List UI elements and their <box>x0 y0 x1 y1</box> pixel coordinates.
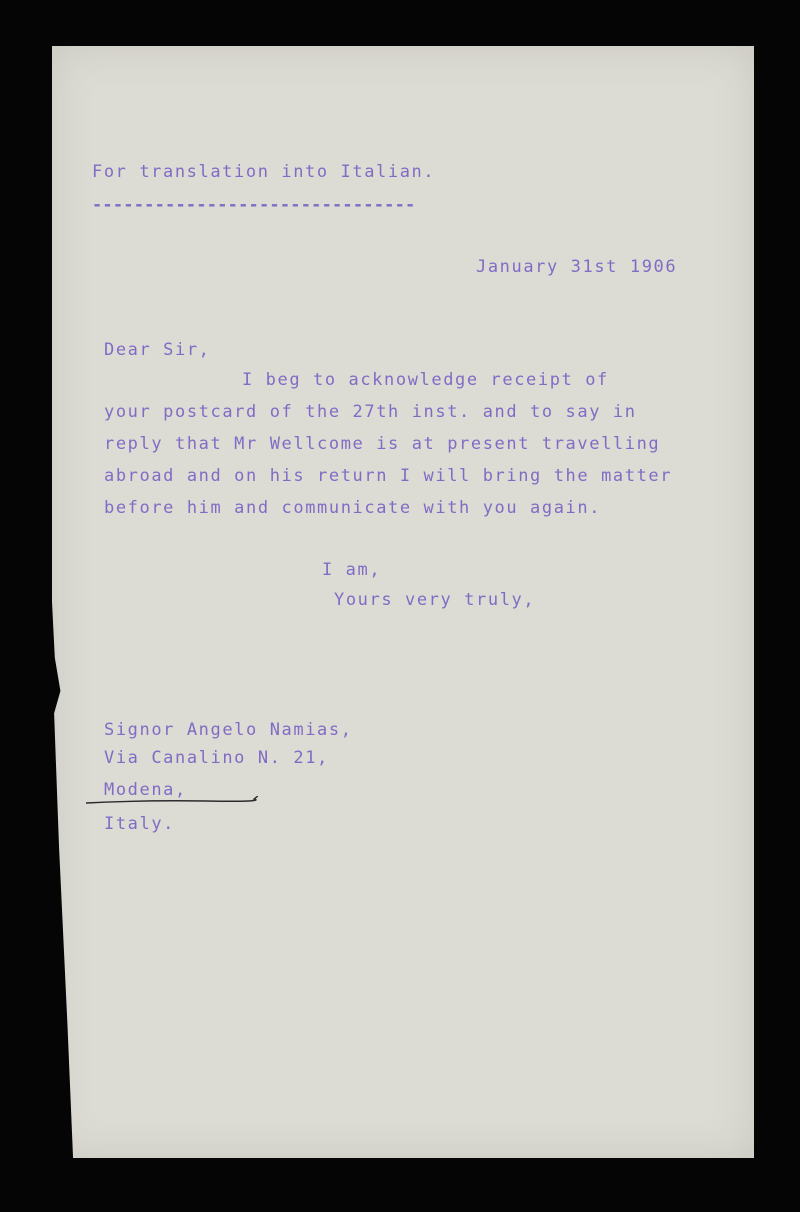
salutation: Dear Sir, <box>104 340 211 360</box>
heading-rule: ------------------------------- <box>92 195 416 215</box>
body-line: before him and communicate with you again. <box>104 498 602 518</box>
address-line: Via Canalino N. 21, <box>104 748 329 768</box>
body-line: your postcard of the 27th inst. and to say in <box>104 402 637 422</box>
body-line: I beg to acknowledge receipt of <box>242 370 609 390</box>
signoff: Yours very truly, <box>334 590 536 610</box>
body-line: reply that Mr Wellcome is at present travelling <box>104 434 661 454</box>
letter-date: January 31st 1906 <box>476 257 678 277</box>
address-line: Italy. <box>104 814 176 834</box>
translation-note: For translation into Italian. <box>92 162 436 182</box>
body-line: abroad and on his return I will bring the matter <box>104 466 673 486</box>
address-line: Modena, <box>104 780 187 800</box>
closing: I am, <box>322 560 382 580</box>
handwritten-underline <box>86 796 258 806</box>
address-line: Signor Angelo Namias, <box>104 720 353 740</box>
